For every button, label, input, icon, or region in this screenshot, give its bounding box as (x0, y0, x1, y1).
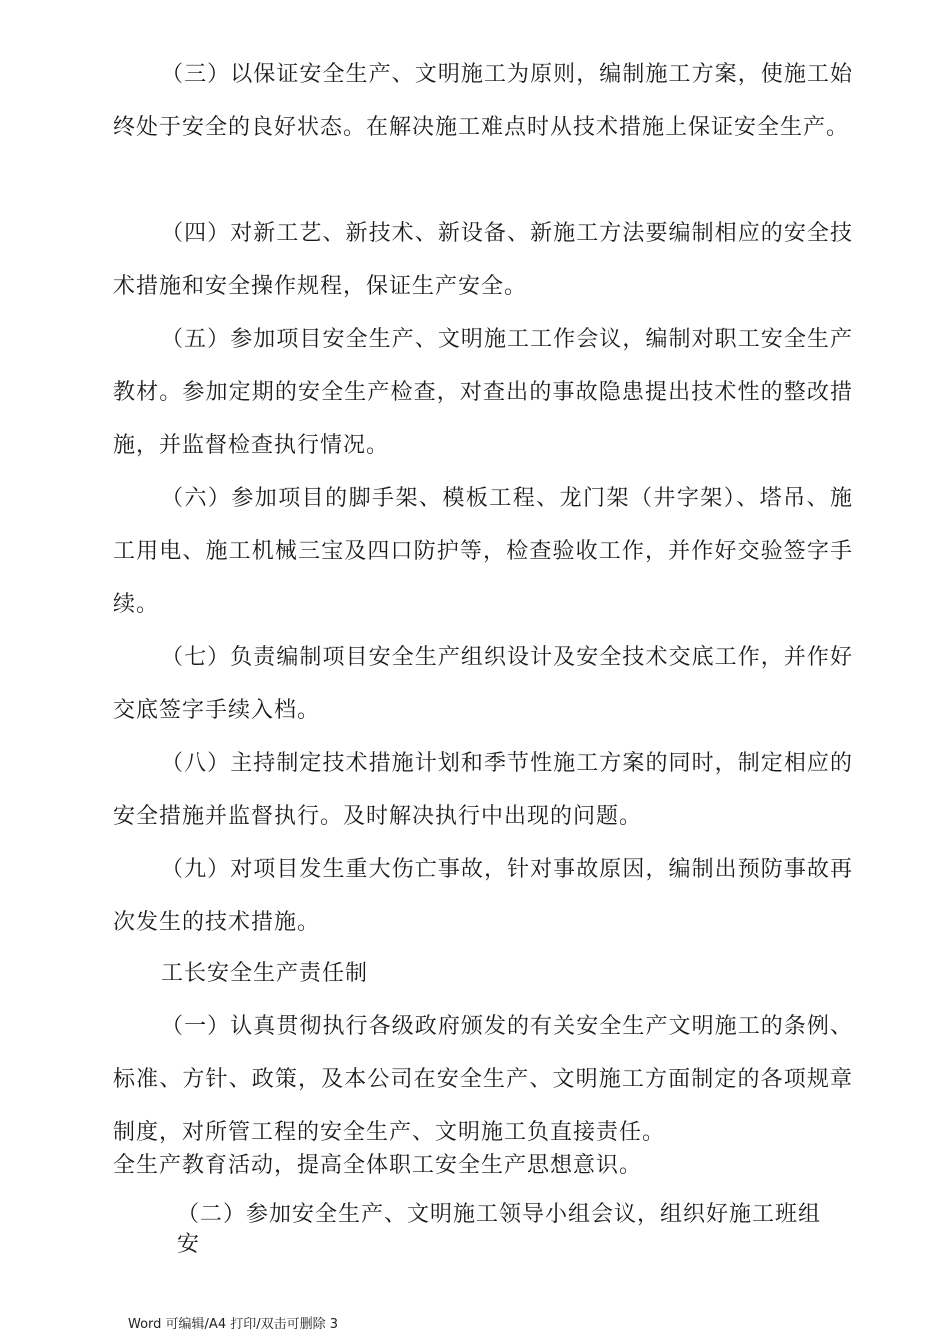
section-paragraph-1-continuation: 全生产教育活动，提高全体职工安全生产思想意识。 (113, 1153, 643, 1178)
paragraph-9: （九）对项目发生重大伤亡事故，针对事故原因，编制出预防事故再次发生的技术措施。 (113, 857, 853, 935)
paragraph-3: （三）以保证安全生产、文明施工为原则，编制施工方案，使施工始终处于安全的良好状态。在解决施工难点时从技术措施上保证安全生产。 (113, 62, 853, 140)
section-paragraph-1: （一）认真贯彻执行各级政府颁发的有关安全生产文明施工的条例、标准、方针、政策，及本公司在安全生产、文明施工方面制定的各项规章制度，对所管工程的安全生产、文明施工负直接责任。 (113, 1014, 853, 1145)
paragraph-8: （八）主持制定技术措施计划和季节性施工方案的同时，制定相应的安全措施并监督执行。及时解决执行中出现的问题。 (113, 751, 853, 829)
paragraph-5: （五）参加项目安全生产、文明施工工作会议，编制对职工安全生产教材。参加定期的安全生产检查，对查出的事故隐患提出技术性的整改措施，并监督检查执行情况。 (113, 327, 853, 458)
section-heading: 工长安全生产责任制 (161, 961, 369, 986)
page-footer: Word 可编辑/A4 打印/双击可删除 3 (128, 1317, 339, 1332)
paragraph-4: （四）对新工艺、新技术、新设备、新施工方法要编制相应的安全技术措施和安全操作规程，保证生产安全。 (113, 221, 853, 299)
paragraph-7: （七）负责编制项目安全生产组织设计及安全技术交底工作，并作好交底签字手续入档。 (113, 645, 853, 723)
paragraph-6: （六）参加项目的脚手架、模板工程、龙门架（井字架）、塔吊、施工用电、施工机械三宝及四口防护等，检查验收工作，并作好交验签字手续。 (113, 486, 853, 617)
section-paragraph-2: （二）参加安全生产、文明施工领导小组会议，组织好施工班组安 (177, 1202, 822, 1257)
